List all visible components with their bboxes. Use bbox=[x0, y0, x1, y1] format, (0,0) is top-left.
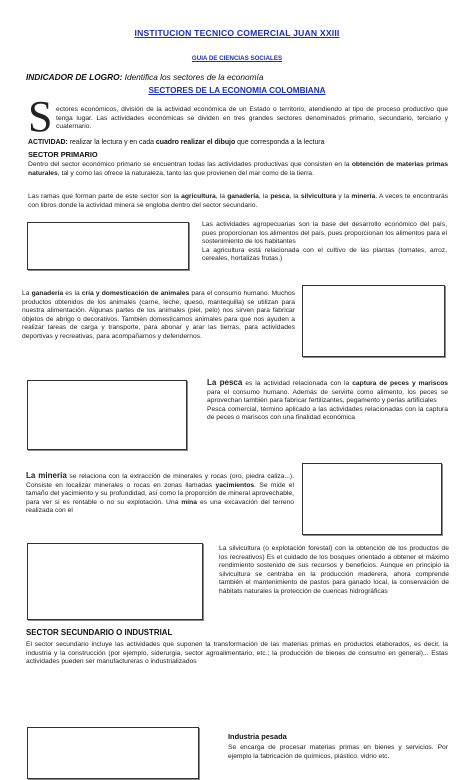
bold-run: captura de peces y mariscos bbox=[352, 380, 449, 387]
text-run: , la bbox=[215, 193, 228, 200]
agro-text-2: La agricultura está relacionada con el cultivo de las plantas (tomates, arroz, cereales, hortalizas frutas.) bbox=[202, 246, 447, 263]
text-run: es la actividad relacionada con la bbox=[242, 380, 353, 387]
primario-paragraph-2 bbox=[28, 193, 448, 210]
primario-paragraph-1 bbox=[28, 161, 448, 178]
industria-paragraph: Se encarga de procesar materias primas en bienes y servicios. Por ejemplo la fabricación de químicos, plástico, vidrio etc. bbox=[228, 744, 448, 760]
activity-text-end: que corresponda a la lectura bbox=[235, 139, 325, 146]
bold-run: La pesca bbox=[207, 378, 243, 387]
silvicultura-paragraph: La silvicultura (o explotación forestal) con la obtención de los productos de los recreativos) Es el cuidado de los bosques orientado a obtener el máximo rendimiento sostenido de sus recursos y beneficios. Aunque en principio la silvicultura se centraba en la producción maderera, ahora comprende también el mantenimiento de pastos para ganado local, la conservación de hábitats naturales la protección de cuencas hidrográficas bbox=[219, 545, 449, 595]
bold-run: obtención de materias primas naturales bbox=[28, 161, 448, 177]
section-title: SECTORES DE LA ECONOMIA COLOMBIANA bbox=[148, 86, 326, 95]
text-run: es una excavación del terreno realizada con el bbox=[26, 498, 294, 515]
ganaderia-paragraph bbox=[22, 290, 295, 342]
mineria-paragraph bbox=[26, 472, 294, 516]
bold-run: mina bbox=[181, 498, 197, 506]
pesca-text-1 bbox=[207, 379, 448, 406]
bold-run: ganadería bbox=[31, 290, 64, 297]
text-run: Dentro del sector económico primario se encuentran todas las actividades productivas que consisten en la bbox=[28, 161, 352, 168]
industria-heading: Industria pesada bbox=[228, 732, 287, 741]
sector-secundario-heading: SECTOR SECUNDARIO O INDUSTRIAL bbox=[26, 628, 173, 637]
activity-label: ACTIVIDAD: bbox=[28, 139, 68, 146]
text-run: Las ramas que forman parte de este sector son la bbox=[28, 193, 182, 200]
text-run: La bbox=[22, 290, 32, 297]
sector-primario-heading: SECTOR PRIMARIO bbox=[28, 150, 98, 159]
drawing-box-pesca[interactable] bbox=[27, 380, 187, 450]
drawing-box-industria[interactable] bbox=[27, 727, 199, 779]
agro-paragraph bbox=[202, 221, 447, 264]
text-run: es la bbox=[63, 290, 82, 297]
agro-text-1: Las actividades agropecuarias son la base del desarrollo económico del país, pues proporcionan los alimentos del país, pues proporcionan los alimentos para el sostenimiento de los habitantes bbox=[202, 221, 447, 246]
bold-run: pesca bbox=[270, 193, 290, 200]
indicator-text: Identifica los sectores de la economía bbox=[122, 72, 264, 82]
text-run: para el consumo humano. Además de servirte como alimento, los peces se aprovechan también para fabricar fertilizantes, pegamento y perlas artificiales bbox=[207, 388, 448, 405]
bold-run: cría y domesticación de animales bbox=[81, 290, 190, 297]
bold-run: silvicultura bbox=[300, 193, 337, 200]
text-run: . Se mide el tamaño del yacimiento y su profundidad, así como la proporción de mineral aprovechable, para ver si es rentable o no su explotación. Una bbox=[26, 481, 295, 506]
intro-paragraph: ectores económicos, división de la actividad económica de un Estado o territorio, atendiendo al tipo de proceso productivo que tenga lugar. Las actividades económicas se dividen en tres grandes sectores denominados primario, secundario, terciario y cuaternario. bbox=[56, 106, 448, 131]
bold-run: La minería bbox=[26, 471, 67, 480]
indicator-label: INDICADOR DE LOGRO: bbox=[26, 72, 123, 82]
indicator-line bbox=[26, 72, 263, 82]
activity-highlight: cuadro realizar el dibujo bbox=[155, 139, 236, 146]
drop-cap: S bbox=[28, 92, 53, 141]
institution-title: INSTITUCION TECNICO COMERCIAL JUAN XXIII bbox=[134, 28, 340, 38]
text-run: se relaciona con la extracción de minerales y rocas (oro, piedra caliza...). Consiste en localizar minerales o rocas en zonas llamadas bbox=[26, 473, 295, 489]
bold-run: ganadería bbox=[227, 193, 259, 200]
bold-run: agricultura bbox=[181, 193, 216, 200]
pesca-text-2: Pesca comercial, término aplicado a las actividades relacionadas con la captura de peces o mariscos con una finalidad económica bbox=[207, 405, 448, 422]
secundario-paragraph: El sector secundario incluye las actividades que suponen la transformación de las materias primas en productos elaborados, es decir, la industria y la construcción (por ejemplo, siderurgia, sector agroalimentario, etc.; la producción de bienes de consumo en general)... Estas actividades pueden ser manufactureras o industrializados bbox=[26, 641, 448, 666]
guide-title: GUIA DE CIENCIAS SOCIALES bbox=[191, 55, 283, 62]
text-run: y la bbox=[336, 193, 352, 200]
text-run: , la bbox=[258, 193, 271, 200]
activity-text: realizar la lectura y en cada bbox=[67, 139, 156, 146]
bold-run: yacimientos bbox=[215, 481, 255, 489]
drawing-box-mineria[interactable] bbox=[302, 463, 442, 535]
text-run: , tal y como las ofrece la naturaleza, tanto las que provienen del mar como de la tierra. bbox=[57, 169, 314, 177]
drawing-box-agricultura[interactable] bbox=[27, 222, 189, 270]
text-run: para el consumo humano. Muchos productos obtenidos de los animales (carne, leche, queso, mantequilla) se utilizan para nuestra alimentación. Algunas partes de los animales (piel, pelo) nos sirven para fabricar objetos de abrigo o decorativos. También domesticamos animales para que nos ayuden a realizar tareas de carga y transporte, para abonar y arar las tierras, para actividades deportivas y recreativas, para acompañarnos y defendernos. bbox=[22, 290, 296, 340]
activity-instruction bbox=[28, 139, 448, 148]
bold-run: minería bbox=[351, 193, 376, 200]
text-run: . A veces te encontrarás con libros donde la actividad minera se engloba dentro del sector secundario. bbox=[28, 193, 449, 209]
drawing-box-ganaderia[interactable] bbox=[302, 285, 445, 357]
pesca-paragraph bbox=[207, 379, 448, 423]
text-run: , la bbox=[289, 193, 301, 200]
drawing-box-silvicultura[interactable] bbox=[27, 543, 203, 620]
